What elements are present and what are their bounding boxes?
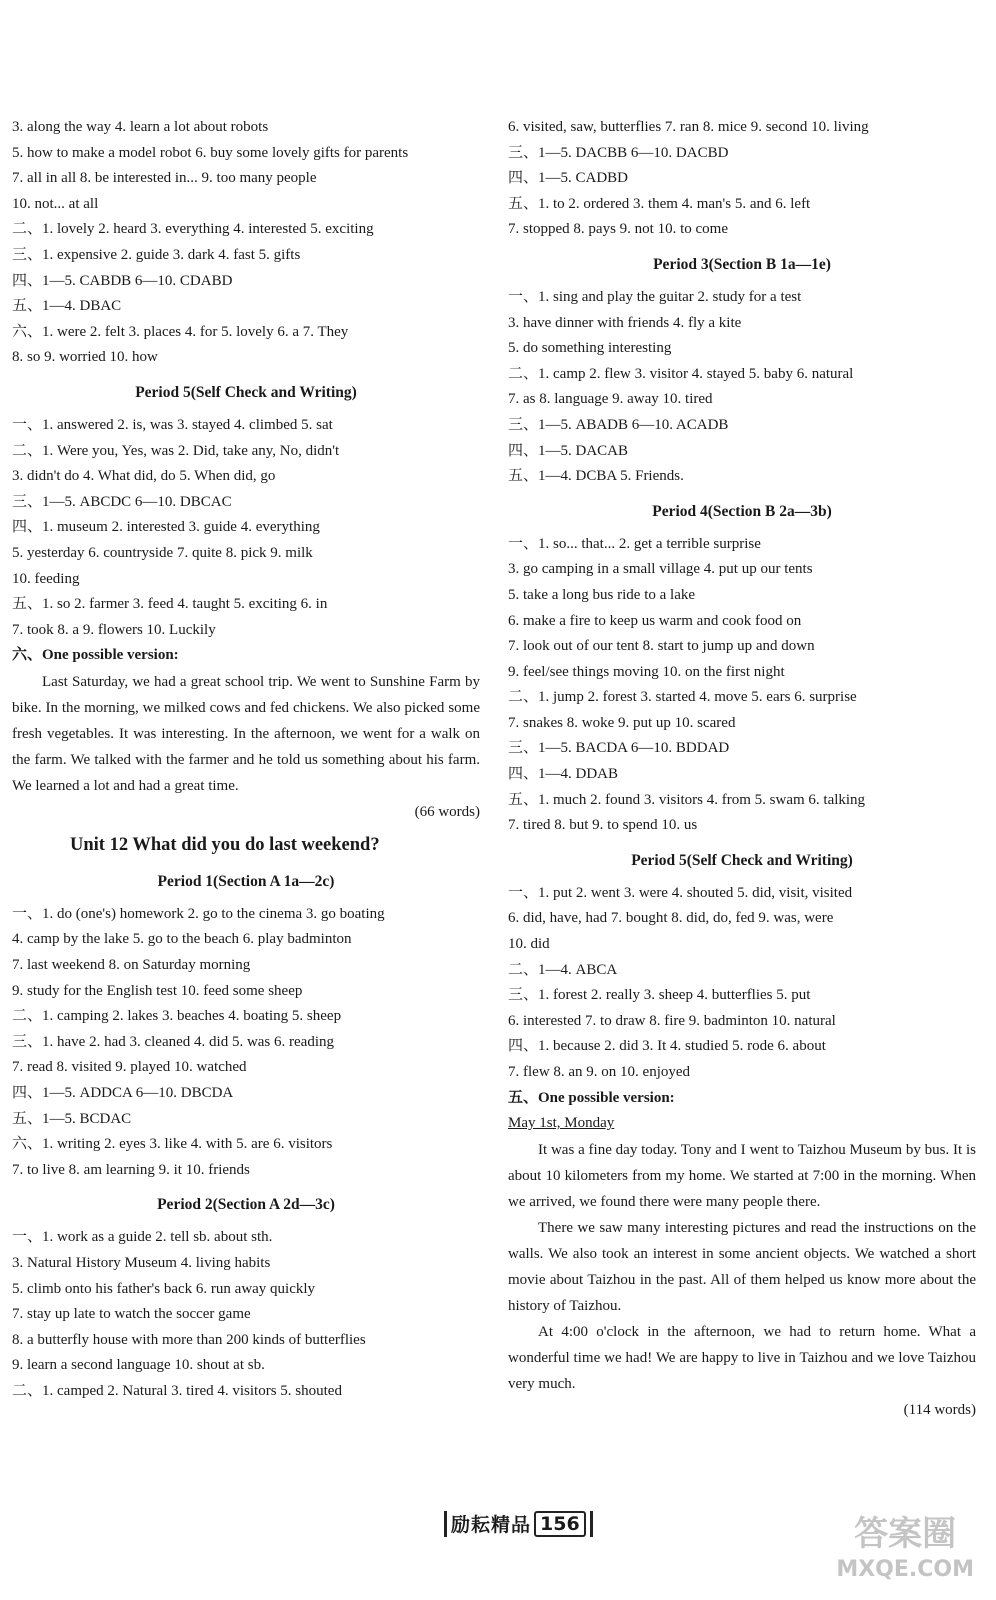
answer-line: 7. read 8. visited 9. played 10. watched — [12, 1059, 247, 1076]
answer-line: 3. have dinner with friends 4. fly a kite — [508, 314, 742, 331]
answer-line: 一、1. sing and play the guitar 2. study for a test — [508, 288, 802, 305]
answer-line: 三、1—5. ABADB 6—10. ACADB — [508, 416, 729, 433]
footer-bar-left — [444, 1511, 447, 1537]
answer-line: 一、1. so... that... 2. get a terrible surprise — [508, 535, 761, 552]
essay-paragraph: There we saw many interesting pictures and read the instructions on the walls. We also took an interest in some ancient objects. We watched a short movie about Taizhou in the past. All of them helped us know more about the history of Taizhou. — [508, 1219, 976, 1314]
answer-line: 10. did — [508, 936, 550, 953]
answer-line: 8. so 9. worried 10. how — [12, 349, 158, 366]
answer-line: 六、1. were 2. felt 3. places 4. for 5. lovely 6. a 7. They — [12, 323, 349, 340]
section-heading: Period 2(Section A 2d—3c) — [157, 1196, 335, 1214]
answer-line: 7. tired 8. but 9. to spend 10. us — [508, 817, 698, 834]
answer-line: 一、1. answered 2. is, was 3. stayed 4. climbed 5. sat — [12, 416, 333, 433]
page-footer — [440, 1510, 597, 1537]
left-column — [12, 115, 480, 1405]
answer-line: 5. yesterday 6. countryside 7. quite 8. pick 9. milk — [12, 544, 313, 561]
answer-line: 3. didn't do 4. What did, do 5. When did, go — [12, 468, 276, 485]
answer-line: 9. feel/see things moving 10. on the first night — [508, 663, 785, 680]
word-count: (114 words) — [903, 1401, 976, 1418]
answer-line: 7. stay up late to watch the soccer game — [12, 1306, 251, 1323]
answer-line: 三、1. expensive 2. guide 3. dark 4. fast 5. gifts — [12, 246, 301, 263]
answer-line: 5. take a long bus ride to a lake — [508, 586, 696, 603]
answer-line: 一、1. work as a guide 2. tell sb. about sth. — [12, 1229, 273, 1246]
answer-line: 9. study for the English test 10. feed some sheep — [12, 982, 303, 999]
answer-line: 四、1—5. CADBD — [508, 170, 629, 187]
answer-line: 7. last weekend 8. on Saturday morning — [12, 957, 251, 974]
answer-line: 六、One possible version: — [12, 647, 179, 664]
answer-line: 一、1. put 2. went 3. were 4. shouted 5. did, visit, visited — [508, 884, 853, 901]
answer-line: 二、1. jump 2. forest 3. started 4. move 5. ears 6. surprise — [508, 689, 857, 706]
answer-line: 6. visited, saw, butterflies 7. ran 8. mice 9. second 10. living — [508, 119, 869, 135]
answer-line: 四、1. museum 2. interested 3. guide 4. everything — [12, 519, 320, 536]
answer-line: 9. learn a second language 10. shout at sb. — [12, 1357, 265, 1374]
answer-line: 7. took 8. a 9. flowers 10. Luckily — [12, 621, 216, 638]
answer-line: 五、1. so 2. farmer 3. feed 4. taught 5. exciting 6. in — [12, 596, 328, 613]
answer-line: 五、1—4. DBAC — [12, 298, 122, 315]
answer-line: 3. along the way 4. learn a lot about robots — [12, 119, 269, 135]
answer-line: 5. do something interesting — [508, 340, 672, 357]
answer-line: 3. Natural History Museum 4. living habits — [12, 1255, 271, 1271]
answer-line: 五、One possible version: — [508, 1089, 675, 1106]
footer-bar-right — [590, 1511, 593, 1537]
answer-line: 二、1. camp 2. flew 3. visitor 4. stayed 5. baby 6. natural — [508, 365, 854, 382]
answer-line: 8. a butterfly house with more than 200 kinds of butterflies — [12, 1331, 366, 1348]
essay-paragraph: Last Saturday, we had a great school trip. We went to Sunshine Farm by bike. In the morning, we milked cows and fed chickens. We also picked some fresh vegetables. It was interesting. In the afternoon, we went for a walk on the farm. We talked with the farmer and he told us something about his farm. We learned a lot and had a great time. — [12, 673, 480, 794]
answer-line: May 1st, Monday — [508, 1115, 615, 1132]
answer-line: 7. look out of our tent 8. start to jump up and down — [508, 638, 815, 655]
essay-paragraph: It was a fine day today. Tony and I went to Taizhou Museum by bus. It is about 10 kilometers from my home. We started at 7:00 in the morning. When we arrived, we found there were many people there. — [508, 1141, 976, 1210]
section-heading: Period 4(Section B 2a—3b) — [652, 502, 832, 520]
answer-line: 一、1. do (one's) homework 2. go to the cinema 3. go boating — [12, 905, 385, 922]
answer-line: 二、1. lovely 2. heard 3. everything 4. interested 5. exciting — [12, 221, 374, 238]
watermark-text: 答案圈 — [854, 1514, 957, 1554]
answer-line: 10. not... at all — [12, 195, 99, 212]
answer-line: 7. stopped 8. pays 9. not 10. to come — [508, 221, 728, 238]
answer-line: 四、1—5. CABDB 6—10. CDABD — [12, 272, 233, 289]
answer-line: 四、1—4. DDAB — [508, 766, 619, 783]
word-count: (66 words) — [414, 803, 480, 820]
answer-line: 五、1. to 2. ordered 3. them 4. man's 5. and 6. left — [508, 195, 811, 212]
answer-line: 四、1—5. ADDCA 6—10. DBCDA — [12, 1085, 234, 1102]
watermark-url: MXQE.COM — [836, 1557, 974, 1582]
answer-line: 二、1. camping 2. lakes 3. beaches 4. boating 5. sheep — [12, 1008, 342, 1025]
answer-line: 6. did, have, had 7. bought 8. did, do, fed 9. was, were — [508, 910, 834, 927]
answer-line: 7. flew 8. an 9. on 10. enjoyed — [508, 1064, 691, 1080]
section-heading: Period 3(Section B 1a—1e) — [653, 255, 831, 273]
answer-line: 二、1—4. ABCA — [508, 961, 618, 978]
answer-line: 四、1. because 2. did 3. It 4. studied 5. rode 6. about — [508, 1038, 826, 1055]
answer-line: 5. how to make a model robot 6. buy some lovely gifts for parents — [12, 144, 409, 161]
answer-line: 7. snakes 8. woke 9. put up 10. scared — [508, 714, 736, 731]
unit-title: Unit 12 What did you do last weekend? — [70, 834, 380, 855]
answer-line: 五、1—4. DCBA 5. Friends. — [508, 468, 684, 485]
answer-line: 二、1. Were you, Yes, was 2. Did, take any, No, didn't — [12, 442, 340, 459]
section-heading: Period 5(Self Check and Writing) — [631, 851, 853, 869]
answer-line: 五、1—5. BCDAC — [12, 1110, 132, 1127]
answer-line: 四、1—5. DACAB — [508, 442, 629, 459]
section-heading: Period 1(Section A 1a—2c) — [157, 872, 335, 890]
answer-line: 三、1. have 2. had 3. cleaned 4. did 5. was 6. reading — [12, 1033, 334, 1050]
section-heading: Period 5(Self Check and Writing) — [135, 383, 357, 401]
answer-line: 6. interested 7. to draw 8. fire 9. badminton 10. natural — [508, 1012, 836, 1029]
answer-line: 三、1—5. ABCDC 6—10. DBCAC — [12, 493, 232, 510]
watermark-logo — [836, 1516, 974, 1588]
right-column — [508, 115, 976, 1423]
answer-line: 三、1—5. DACBB 6—10. DACBD — [508, 144, 729, 161]
answer-line: 3. go camping in a small village 4. put up our tents — [508, 561, 813, 578]
essay-paragraph: At 4:00 o'clock in the afternoon, we had to return home. What a wonderful time we had! We are happy to live in Taizhou and we love Taizhou very much. — [508, 1323, 976, 1392]
answer-line: 7. all in all 8. be interested in... 9. too many people — [12, 170, 317, 187]
answer-line: 7. to live 8. am learning 9. it 10. friends — [12, 1161, 250, 1178]
answer-line: 三、1—5. BACDA 6—10. BDDAD — [508, 740, 730, 757]
answer-line: 4. camp by the lake 5. go to the beach 6. play badminton — [12, 931, 352, 948]
answer-line: 五、1. much 2. found 3. visitors 4. from 5. swam 6. talking — [508, 791, 866, 808]
page-number: 156 — [534, 1511, 586, 1537]
answer-line: 7. as 8. language 9. away 10. tired — [508, 391, 713, 408]
answer-line: 三、1. forest 2. really 3. sheep 4. butterflies 5. put — [508, 987, 811, 1004]
answer-line: 10. feeding — [12, 570, 80, 587]
answer-line: 5. climb onto his father's back 6. run away quickly — [12, 1280, 316, 1297]
footer-brand: 励耘精品 — [451, 1514, 532, 1536]
answer-line: 六、1. writing 2. eyes 3. like 4. with 5. are 6. visitors — [12, 1136, 333, 1153]
answer-line: 6. make a fire to keep us warm and cook food on — [508, 612, 802, 629]
answer-line: 二、1. camped 2. Natural 3. tired 4. visitors 5. shouted — [12, 1382, 342, 1399]
